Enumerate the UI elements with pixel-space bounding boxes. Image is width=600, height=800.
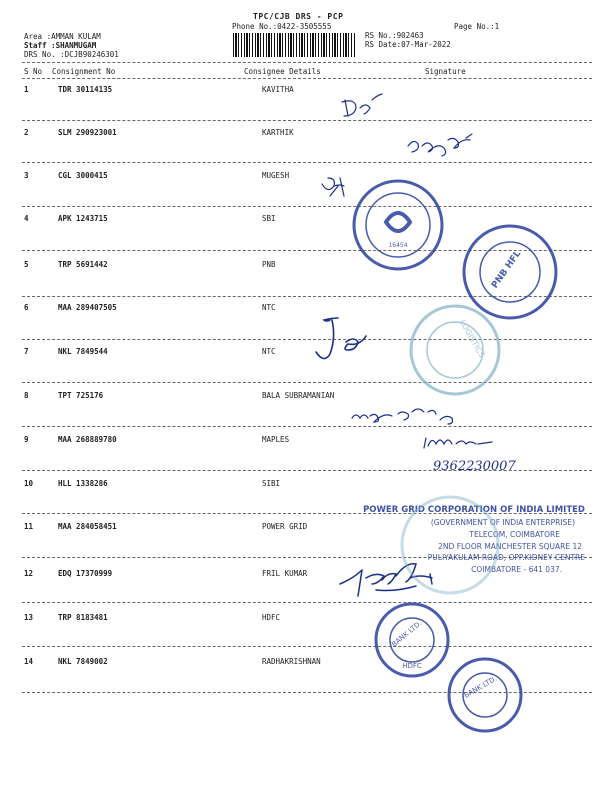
phone-number: Phone No.:0422-3505555 — [232, 22, 332, 31]
row-sno: 10 — [24, 479, 34, 488]
row-consignment: MAA 284058451 — [58, 522, 117, 531]
row-sno: 13 — [24, 613, 34, 622]
svg-text:PULIYAKULAM ROAD, OPP.KIDNEY C: PULIYAKULAM ROAD, OPP.KIDNEY CENTRE — [427, 553, 585, 562]
row-sno: 7 — [24, 347, 29, 356]
sbi-stamp — [354, 181, 442, 269]
row-consignment: MAA 268889780 — [58, 435, 117, 444]
row-consignee: POWER GRID — [262, 522, 308, 531]
col-sno: S No — [24, 67, 43, 76]
svg-text:PNB HFL: PNB HFL — [490, 249, 524, 291]
row-consignee: RADHAKRISHNAN — [262, 657, 321, 666]
pnb-hfl-stamp — [464, 226, 556, 318]
row-sno: 9 — [24, 435, 29, 444]
row-sno: 4 — [24, 214, 29, 223]
svg-text:HDFC: HDFC — [402, 662, 422, 670]
col-consignment: Consignment No — [52, 67, 116, 76]
row-consignee: HDFC — [262, 613, 281, 622]
row-sno: 1 — [24, 85, 29, 94]
row-consignee: NTC — [262, 347, 276, 356]
row-consignee: KARTHIK — [262, 128, 294, 137]
row-consignment: SLM 290923001 — [58, 128, 117, 137]
row-consignment: TPT 725176 — [58, 391, 104, 400]
row-consignment: NKL 7849002 — [58, 657, 108, 666]
svg-text:LOGISTICS: LOGISTICS — [457, 318, 487, 360]
row-consignment: TDR 30114135 — [58, 85, 113, 94]
row-consignee: SIBI — [262, 479, 281, 488]
svg-text:BANK LTD.: BANK LTD. — [390, 619, 424, 649]
svg-text:BANK LTD.: BANK LTD. — [462, 674, 499, 700]
col-signature: Signature — [425, 67, 466, 76]
hdfc-stamp — [376, 604, 448, 676]
bank-stamp — [449, 659, 521, 731]
row-sno: 5 — [24, 260, 29, 269]
row-consignment: MAA 289407505 — [58, 303, 117, 312]
row-consignee: BALA SUBRAMANIAN — [262, 391, 335, 400]
page-number: Page No.:1 — [454, 22, 500, 31]
row-consignment: HLL 1338286 — [58, 479, 108, 488]
svg-text:2ND FLOOR MANCHESTER SQUARE 12: 2ND FLOOR MANCHESTER SQUARE 12 — [438, 542, 582, 551]
logistics-stamp — [411, 306, 499, 394]
row-consignee: KAVITHA — [262, 85, 294, 94]
col-consignee: Consignee Details — [244, 67, 321, 76]
row-sno: 6 — [24, 303, 29, 312]
svg-text:16454: 16454 — [388, 242, 408, 249]
svg-text:COIMBATORE - 641 037.: COIMBATORE - 641 037. — [471, 565, 562, 574]
row-consignee: SBI — [262, 214, 276, 223]
row-consignment: EDQ 17370999 — [58, 569, 113, 578]
doc-title: TPC/CJB DRS - PCP — [253, 12, 344, 21]
svg-text:(GOVERNMENT OF INDIA ENTERPRIS: (GOVERNMENT OF INDIA ENTERPRISE) — [430, 518, 575, 527]
area-label: Area :AMMAN KULAM — [24, 32, 101, 41]
row-consignment: APK 1243715 — [58, 214, 108, 223]
row-sno: 8 — [24, 391, 29, 400]
row-sno: 12 — [24, 569, 34, 578]
svg-text:TELECOM, COIMBATORE: TELECOM, COIMBATORE — [469, 530, 560, 539]
row-consignment: CGL 3000415 — [58, 171, 108, 180]
power-grid-stamp — [363, 505, 585, 574]
row-consignee: FRIL KUMAR — [262, 569, 308, 578]
row-consignee: MAPLES — [262, 435, 290, 444]
handwritten-phone: 9362230007 — [433, 459, 516, 474]
row-sno: 14 — [24, 657, 34, 666]
row-sno: 3 — [24, 171, 29, 180]
row-consignment: NKL 7849544 — [58, 347, 108, 356]
row-consignee: NTC — [262, 303, 276, 312]
row-sno: 2 — [24, 128, 29, 137]
row-consignee: PNB — [262, 260, 276, 269]
staff-label: Staff :SHANMUGAM — [24, 41, 97, 50]
svg-text:POWER GRID CORPORATION OF INDI: POWER GRID CORPORATION OF INDIA LIMITED — [363, 505, 585, 515]
drs-number: DRS No. :DCJB90246301 — [24, 50, 119, 59]
row-consignment: TRP 8183481 — [58, 613, 108, 622]
row-sno: 11 — [24, 522, 34, 531]
row-consignee: MUGESH — [262, 171, 290, 180]
row-consignment: TRP 5691442 — [58, 260, 108, 269]
rs-number: RS No.:902463 — [365, 31, 424, 40]
rs-date: RS Date:07-Mar-2022 — [365, 40, 451, 49]
